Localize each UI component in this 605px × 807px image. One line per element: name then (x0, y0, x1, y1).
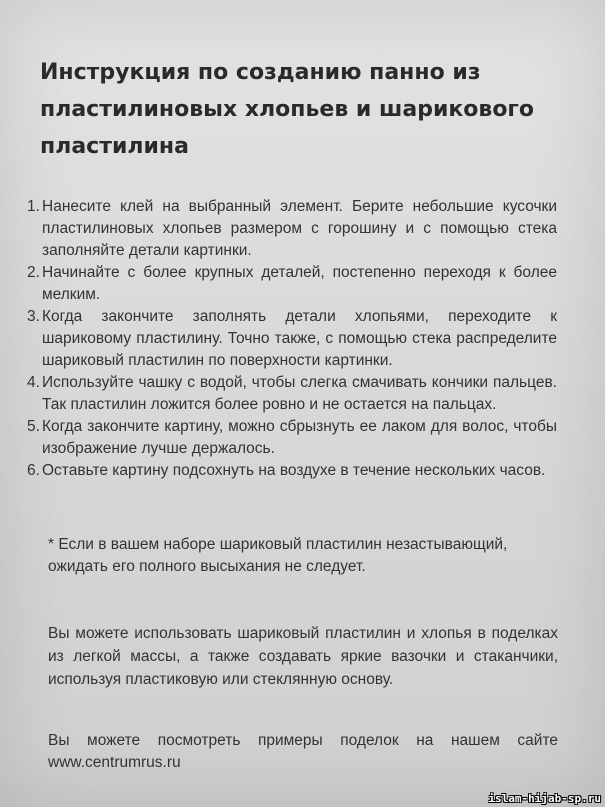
watermark: islam-hijab-sp.ru (488, 792, 601, 805)
step-item (27, 460, 557, 482)
step-number: 4. (27, 374, 40, 391)
step-item (27, 416, 557, 460)
step-item (27, 262, 557, 306)
step-item (27, 306, 557, 372)
step-number: 2. (27, 264, 40, 281)
step-item (27, 372, 557, 416)
examples-paragraph: Вы можете посмотреть примеры поделок на нашем сайте www.centrumrus.ru (48, 732, 558, 771)
step-text: Нанесите клей на выбранный элемент. Берите небольшие кусочки пластилиновых хлопьев размером с горошину и с помощью стека заполняйте детали картинки. (42, 198, 557, 259)
footnote: * Если в вашем наборе шариковый пластилин незастывающий, ожидать его полного высыхания не следует. (48, 536, 508, 575)
step-text: Когда закончите заполнять детали хлопьями, переходите к шариковому пластилину. Точно также, с помощью стека распределите шариковый пластилин по поверхности картинки. (42, 308, 557, 369)
step-text: Когда закончите картину, можно сбрызнуть ее лаком для волос, чтобы изображение лучше держалось. (42, 418, 557, 457)
step-number: 6. (27, 462, 40, 479)
step-item (27, 196, 557, 262)
step-number: 5. (27, 418, 40, 435)
step-text: Используйте чашку с водой, чтобы слегка смачивать кончики пальцев. Так пластилин ложится более ровно и не остается на пальцах. (42, 374, 557, 413)
steps-list (27, 196, 557, 482)
step-text: Начинайте с более крупных деталей, постепенно переходя к более мелким. (42, 264, 557, 303)
step-number: 1. (27, 198, 40, 215)
step-text: Оставьте картину подсохнуть на воздухе в течение нескольких часов. (42, 462, 546, 479)
document-title: Инструкция по созданию панно из пластилиновых хлопьев и шарикового пластилина (40, 60, 535, 159)
usage-paragraph: Вы можете использовать шариковый пластилин и хлопья в поделках из легкой массы, а также создавать яркие вазочки и стаканчики, используя пластиковую или стеклянную основу. (48, 625, 558, 688)
step-number: 3. (27, 308, 40, 325)
